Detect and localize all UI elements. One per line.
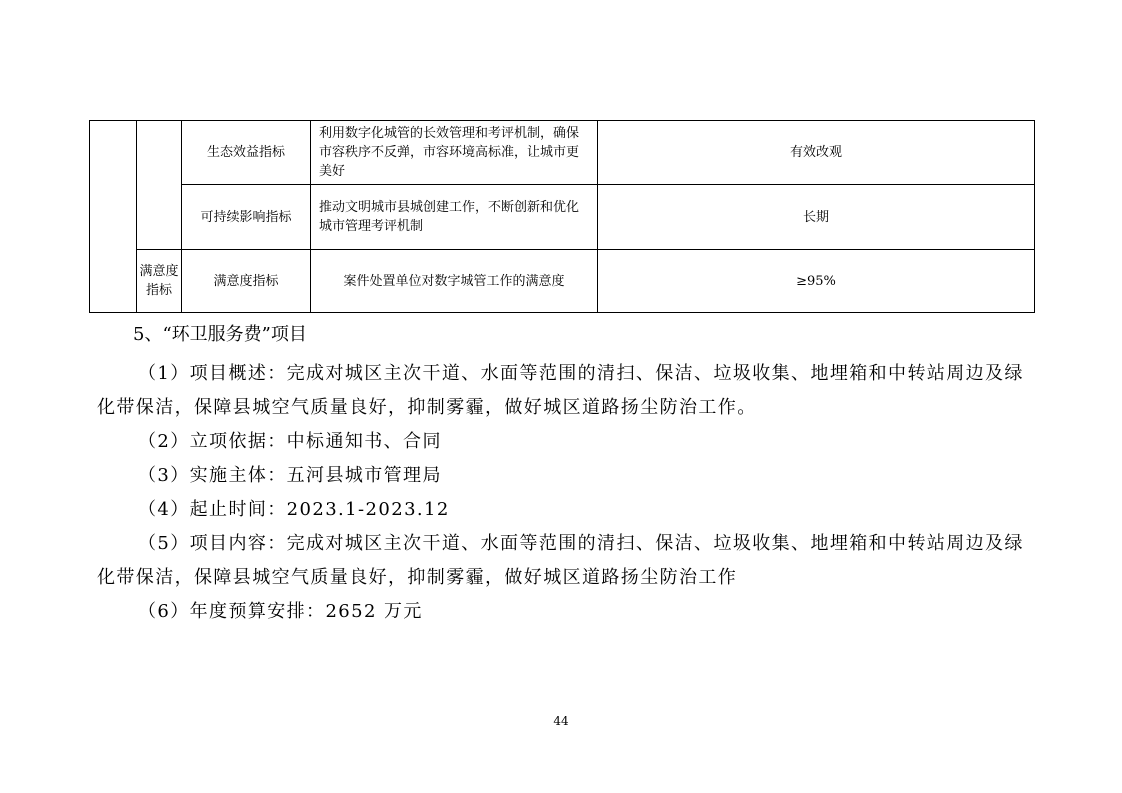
indicator-category: 满意度指标 [137, 250, 182, 313]
page-number: 44 [553, 714, 569, 728]
indicator-target: 长期 [598, 185, 1035, 250]
performance-indicator-table [89, 120, 1035, 313]
paragraph-budget: （6）年度预算安排：2652 万元 [138, 601, 423, 622]
table-row [90, 250, 1035, 313]
paragraph-period: （4）起止时间：2023.1-2023.12 [138, 499, 450, 520]
indicator-target: 有效改观 [598, 121, 1035, 185]
paragraph-implementer: （3）实施主体：五河县城市管理局 [138, 465, 442, 486]
paragraph-basis: （2）立项依据：中标通知书、合同 [138, 431, 442, 452]
indicator-name: 满意度指标 [182, 250, 311, 313]
table-row [90, 121, 1035, 185]
indicator-description: 利用数字化城管的长效管理和考评机制，确保市容秩序不反弹，市容环境高标准，让城市更美好 [311, 121, 598, 185]
table-cell-blank [90, 121, 137, 313]
paragraph-overview: （1）项目概述：完成对城区主次干道、水面等范围的清扫、保洁、垃圾收集、地埋箱和中转站周边及绿化带保洁，保障县城空气质量良好，抑制雾霾，做好城区道路扬尘防治工作。 [97, 363, 1024, 418]
indicator-name: 可持续影响指标 [182, 185, 311, 250]
indicator-target: ≥95% [598, 250, 1035, 313]
table-cell-blank [137, 121, 182, 250]
table-row [90, 185, 1035, 250]
indicator-description: 推动文明城市县城创建工作，不断创新和优化城市管理考评机制 [311, 185, 598, 250]
section-body [97, 357, 1027, 629]
section-heading: 5、“环卫服务费”项目 [133, 324, 307, 345]
indicator-description: 案件处置单位对数字城管工作的满意度 [311, 250, 598, 313]
paragraph-content: （5）项目内容：完成对城区主次干道、水面等范围的清扫、保洁、垃圾收集、地埋箱和中转站周边及绿化带保洁，保障县城空气质量良好，抑制雾霾，做好城区道路扬尘防治工作 [97, 533, 1024, 588]
indicator-name: 生态效益指标 [182, 121, 311, 185]
